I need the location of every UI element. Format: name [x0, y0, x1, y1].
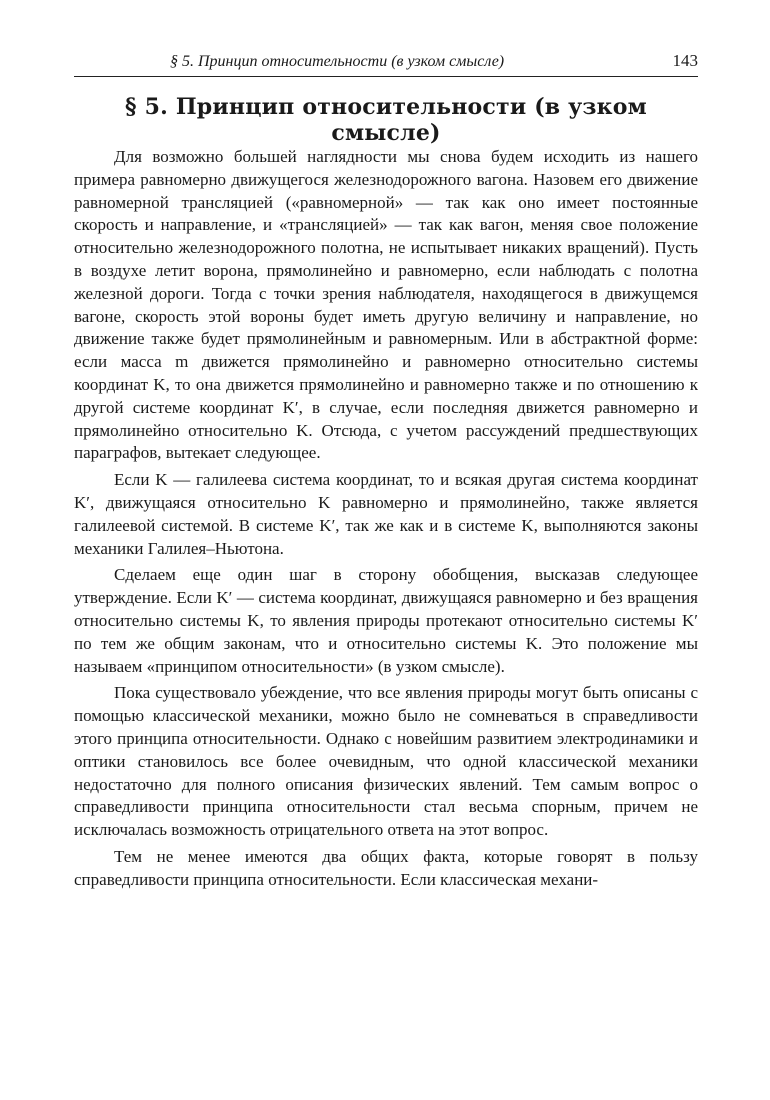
running-head-title: § 5. Принцип относительности (в узком смысле)	[170, 53, 505, 70]
running-head	[74, 48, 698, 77]
page-number: 143	[672, 51, 698, 70]
paragraph: Если K — галилеева система координат, то и всякая другая система координат K′, движущаяся относительно K равномерно и прямолинейно, также является галилеевой системой. В системе K′, так же как и в системе K, выполняются законы механики Галилея–Ньютона.	[74, 470, 698, 558]
paragraph: Сделаем еще один шаг в сторону обобщения, высказав следующее утверждение. Если K′ — система координат, движущаяся равномерно и без вращения относительно системы K, то явления природы протекают относительно системы K′ по тем же общим законам, что и относительно системы K. Это положение мы называем «принципом относительности» (в узком смысле).	[74, 565, 698, 676]
paragraph: Тем не менее имеются два общих факта, которые говорят в пользу справедливости принципа относительности. Если классическая механи-	[74, 846, 698, 889]
section-title: § 5. Принцип относительности (в узком смысле)	[125, 94, 647, 146]
body-text	[74, 146, 698, 892]
paragraph: Для возможно большей наглядности мы снова будем исходить из нашего примера равномерно движущегося железнодорожного вагона. Назовем его движение равномерной трансляцией («равномерной» — так как оно имеет постоянные скорость и направление, и «трансляцией» — так как вагон, меняя свое положение относительно железнодорожного полотна, не испытывает никаких вращений). Пусть в воздухе летит ворона, прямолинейно и равномерно, если наблюдать с полотна железной дороги. Тогда с точки зрения наблюдателя, находящегося в движущемся вагоне, скорость этой вороны будет иметь другую величину и направление, но движение также будет прямолинейным и равномерным. Или в абстрактной форме: если масса m движется прямолинейно и равномерно относительно системы координат K, то она движется прямолинейно и равномерно также и по отношению к другой системе координат K′, в случае, если последняя движется равномерно и прямолинейно относительно K. Отсюда, с учетом рассуждений предшествующих параграфов, вытекает следующее.	[74, 147, 698, 463]
paragraph: Пока существовало убеждение, что все явления природы могут быть описаны с помощью классической механики, можно было не сомневаться в справедливости этого принципа относительности. Однако с новейшим развитием электродинамики и оптики становилось все более очевидным, что одной классической механики недостаточно для полного описания физических явлений. Тем самым вопрос о справедливости принципа относительности стал весьма спорным, причем не исключалась возможность отрицательного ответа на этот вопрос.	[74, 683, 698, 840]
